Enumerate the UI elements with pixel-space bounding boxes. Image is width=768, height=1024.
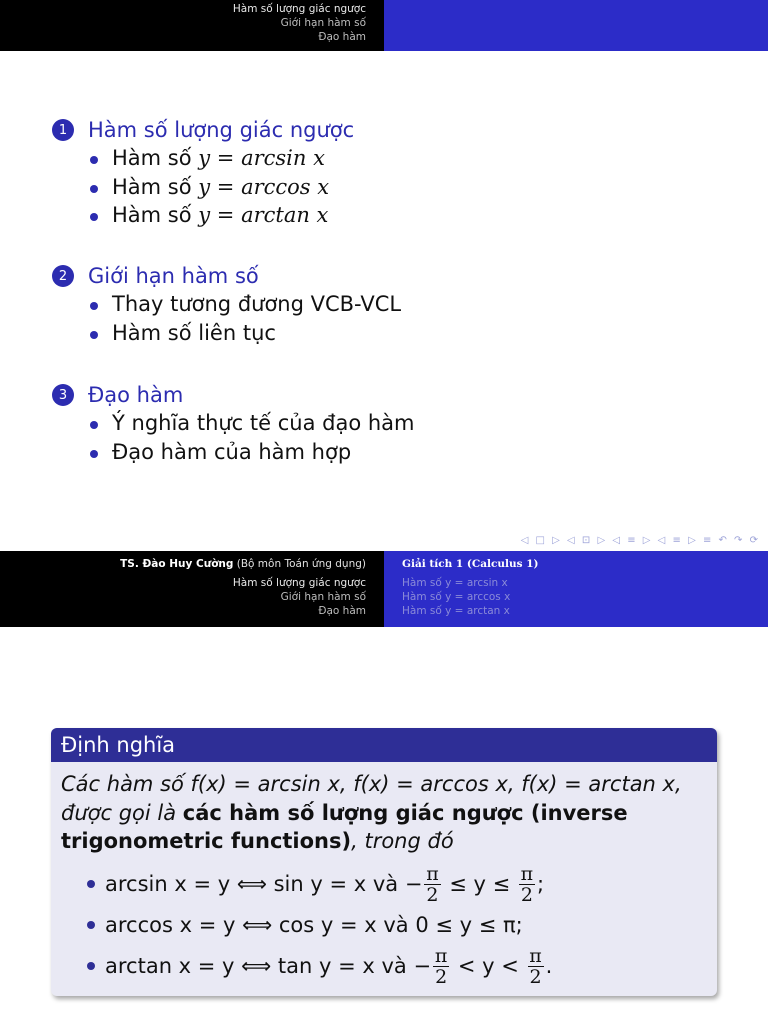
section-title: Giới hạn hàm số (88, 264, 259, 288)
header-section-1[interactable]: Hàm số lượng giác ngược (232, 3, 366, 15)
outline-section-1-heading[interactable] (52, 116, 354, 144)
outline-section-1 (52, 116, 354, 230)
definition-item-arcsin: arcsin x = y ⟺ sin y = x và − $\frac{\pi}{2}$ ≤ y ≤ $\frac{\pi}{2}$ ; (61, 860, 707, 908)
footer-author: TS. Đào Huy Cường (Bộ môn Toán ứng dụng) (120, 558, 366, 570)
slide1-header (0, 0, 768, 51)
bullet-icon (90, 450, 98, 458)
header-section-3[interactable]: Đạo hàm (318, 605, 366, 617)
header-section-1[interactable]: Hàm số lượng giác ngược (232, 577, 366, 589)
definition-line-3: trigonometric functions), trong đó (61, 829, 454, 853)
footer-and-header-bar (0, 551, 768, 627)
header-subsection-1[interactable]: Hàm số y = arcsin x (402, 577, 508, 589)
bullet-icon (90, 156, 98, 164)
outline-item[interactable]: Thay tương đương VCB-VCL (52, 290, 401, 319)
header-subsection-3[interactable]: Hàm số y = arctan x (402, 605, 510, 617)
definition-line-1: Các hàm số f(x) = arcsin x, f(x) = arccos x, f(x) = arctan x, (61, 772, 682, 796)
fraction: $\frac{\pi}{2}$ (434, 945, 448, 988)
definition-item-arccos: arccos x = y ⟺ cos y = x và 0 ≤ y ≤ π; (61, 908, 707, 942)
section-title: Hàm số lượng giác ngược (88, 118, 355, 142)
definition-item-arctan: arctan x = y ⟺ tan y = x và − $\frac{\pi}{2}$ < y < $\frac{\pi}{2}$ . (61, 942, 707, 990)
bullet-icon (87, 921, 95, 929)
header-section-2[interactable]: Giới hạn hàm số (280, 17, 366, 29)
bullet-icon (90, 302, 98, 310)
bullet-icon (90, 331, 98, 339)
footer-course-title: Giải tích 1 (Calculus 1) (402, 558, 539, 570)
bullet-icon (90, 421, 98, 429)
outline-item[interactable]: Hàm số y = arctan x (52, 201, 354, 230)
outline-section-3 (52, 381, 415, 466)
section-title: Đạo hàm (88, 383, 184, 407)
section-number-badge: 2 (52, 265, 74, 287)
fraction: $\frac{\pi}{2}$ (529, 945, 542, 988)
outline-item[interactable]: Đạo hàm của hàm hợp (52, 438, 415, 467)
header-section-2[interactable]: Giới hạn hàm số (280, 591, 366, 603)
outline-item[interactable]: Hàm số y = arcsin x (52, 144, 354, 173)
outline-item[interactable]: Hàm số y = arccos x (52, 173, 354, 202)
definition-body (51, 762, 717, 996)
outline-item[interactable]: Ý nghĩa thực tế của đạo hàm (52, 409, 415, 438)
fraction: $\frac{\pi}{2}$ (520, 863, 534, 906)
header-section-3[interactable]: Đạo hàm (318, 31, 366, 43)
definition-block (51, 728, 717, 996)
beamer-navigation-icons[interactable]: ◁ □ ▷ ◁ ⊡ ▷ ◁ ≡ ▷ ◁ ≡ ▷ ≡ ↶ ↷ ⟳ (520, 535, 760, 546)
definition-line-2: được gọi là các hàm số lượng giác ngược (inverse (61, 800, 628, 825)
section-number-badge: 1 (52, 119, 74, 141)
bullet-icon (90, 213, 98, 221)
outline-section-3-heading[interactable] (52, 381, 415, 409)
bullet-icon (90, 185, 98, 193)
outline-section-2-heading[interactable] (52, 262, 401, 290)
outline-section-2 (52, 262, 401, 347)
outline-item[interactable]: Hàm số liên tục (52, 319, 401, 348)
bullet-icon (87, 880, 95, 888)
fraction: $\frac{\pi}{2}$ (426, 863, 439, 906)
definition-title: Định nghĩa (51, 728, 717, 762)
header-subsection-2[interactable]: Hàm số y = arccos x (402, 591, 511, 603)
bullet-icon (87, 962, 95, 970)
section-number-badge: 3 (52, 384, 74, 406)
